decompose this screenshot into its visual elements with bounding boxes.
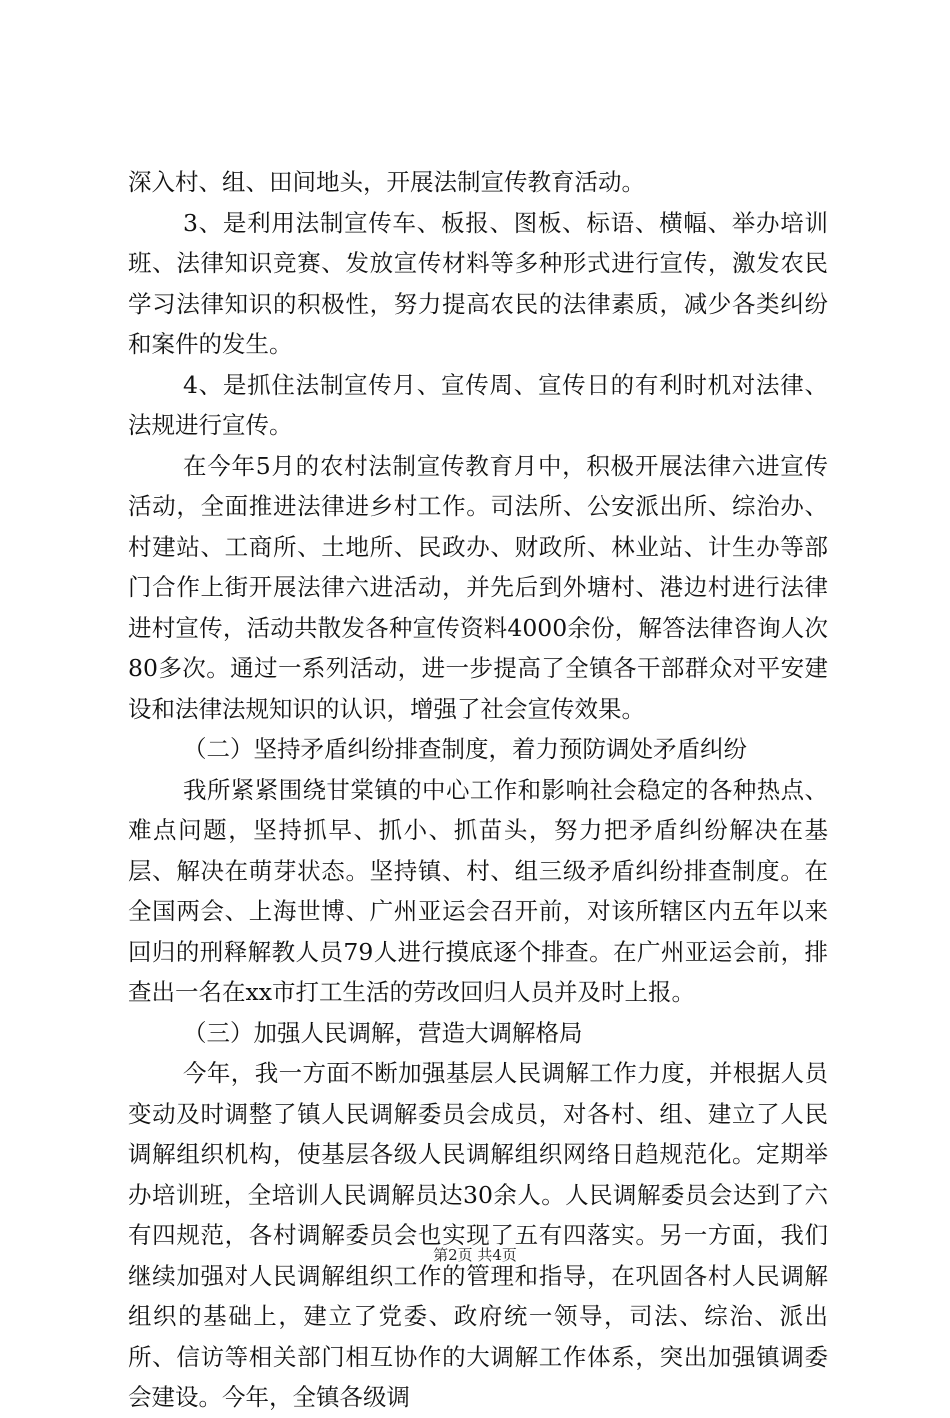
- paragraph-4: 在今年5月的农村法制宣传教育月中，积极开展法律六进宣传活动，全面推进法律进乡村工作。司法所、公安派出所、综治办、村建站、工商所、土地所、民政办、财政所、林业站、计生办等部门合作上街开展法律六进活动，并先后到外塘村、港边村进行法律进村宣传，活动共散发各种宣传资料4000余份，解答法律咨询人次80多次。通过一系列活动，进一步提高了全镇各干部群众对平安建设和法律法规知识的认识，增强了社会宣传效果。: [128, 451, 828, 723]
- section-heading-2: （二）坚持矛盾纠纷排查制度，着力预防调处矛盾纠纷: [183, 735, 747, 763]
- body-text: [128, 162, 828, 1418]
- paragraph-2: 3、是利用法制宣传车、板报、图板、标语、横幅、举办培训班、法律知识竞赛、发放宣传材料等多种形式进行宣传，激发农民学习法律知识的积极性，努力提高农民的法律素质，减少各类纠纷和案件的发生。: [128, 208, 828, 358]
- page-footer: 第2页 共4页: [433, 1246, 517, 1264]
- paragraph-3: 4、是抓住法制宣传月、宣传周、宣传日的有利时机对法律、法规进行宣传。: [128, 370, 828, 439]
- paragraph-6: 今年，我一方面不断加强基层人民调解工作力度，并根据人员变动及时调整了镇人民调解委员会成员，对各村、组、建立了人民调解组织机构，使基层各级人民调解组织网络日趋规范化。定期举办培训班，全培训人民调解员达30余人。人民调解委员会达到了六有四规范，各村调解委员会也实现了五有四落实。另一方面，我们继续加强对人民调解组织工作的管理和指导，在巩固各村人民调解组织的基础上，建立了党委、政府统一领导，司法、综治、派出所、信访等相关部门相互协作的大调解工作体系，突出加强镇调委会建设。今年，全镇各级调: [128, 1059, 828, 1411]
- paragraph-1: 深入村、组、田间地头，开展法制宣传教育活动。: [128, 168, 645, 196]
- section-heading-3: （三）加强人民调解，营造大调解格局: [183, 1018, 583, 1047]
- paragraph-5: 我所紧紧围绕甘棠镇的中心工作和影响社会稳定的各种热点、难点问题，坚持抓早、抓小、抓苗头，努力把矛盾纠纷解决在基层、解决在萌芽状态。坚持镇、村、组三级矛盾纠纷排查制度。在全国两会、上海世博、广州亚运会召开前，对该所辖区内五年以来回归的刑释解教人员79人进行摸底逐个排查。在广州亚运会前，排查出一名在xx市打工生活的劳改回归人员并及时上报。: [128, 775, 828, 1006]
